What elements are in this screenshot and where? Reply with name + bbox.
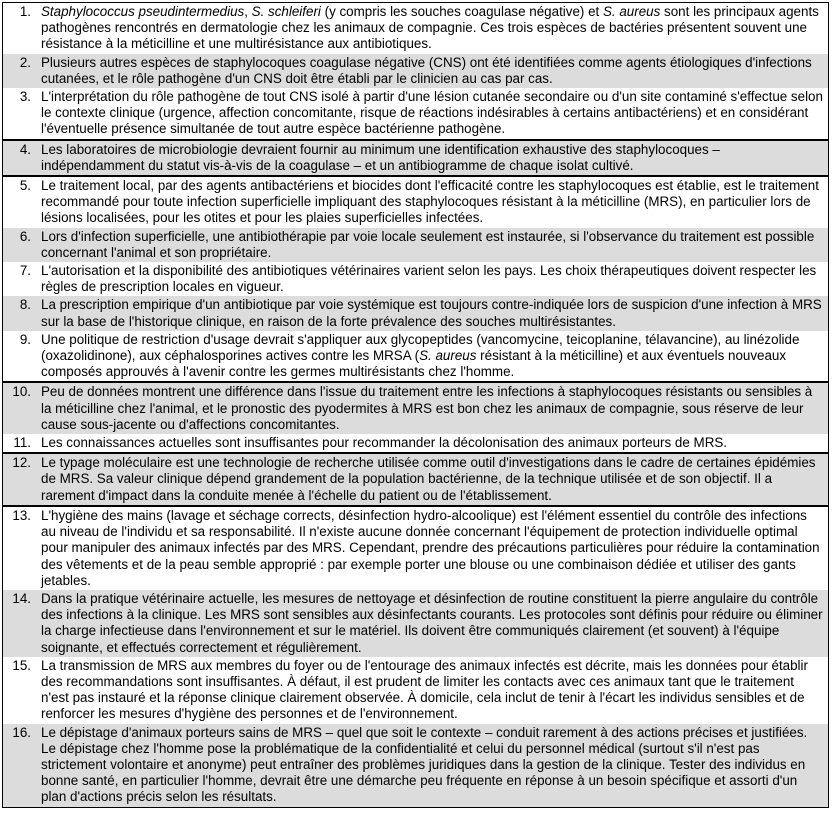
species-name-italic: S. aureus bbox=[419, 348, 477, 364]
text-segment: Les laboratoires de microbiologie devraient fournir au minimum une identification exhaustive des staphylocoques – indépendamment du statut vis-à-vis de la coagulase – et un antibiogramme de chaque isolat cultivé. bbox=[41, 141, 720, 173]
text-segment: L'interprétation du rôle pathogène de tout CNS isolé à partir d'une lésion cutanée secondaire ou d'un site contaminé s'effectue selon le contexte clinique (urgence, affection concomitante, risque de réactions indésirables à certains antibactériens) et en considérant l'éventuelle présence simultanée de tout autre espèce bactérienne pathogène. bbox=[41, 89, 823, 137]
recommendation-row bbox=[3, 657, 828, 724]
text-segment: Les connaissances actuelles sont insuffisantes pour recommander la décolonisation des animaux porteurs de MRS. bbox=[41, 435, 728, 451]
recommendation-row bbox=[3, 88, 828, 139]
recommendation-number: 1. bbox=[19, 4, 31, 19]
text-segment: Dans la pratique vétérinaire actuelle, les mesures de nettoyage et désinfection de routine constituent la pierre angulaire du contrôle des infections à la clinique. Les MRS sont sensibles aux désinfectants courants. Les protocoles sont définis pour réduire ou éliminer la charge infectieuse dans l'environnement et sur le matériel. Ils doivent être communiqués clairement (et souvent) à l'équipe soignante, et effectués correctement et régulièrement. bbox=[41, 590, 823, 655]
text-segment: , bbox=[244, 4, 252, 19]
text-segment: Une politique de restriction d'usage devrait s'appliquer aux glycopeptides (vancomycine, teicoplanine, télavancine), au linézolide (oxazolidinone), aux céphalosporines actives contre les MRSA ( bbox=[41, 331, 800, 364]
recommendation-number: 8. bbox=[19, 297, 31, 313]
species-name-italic: Staphylococcus pseudintermedius bbox=[41, 4, 245, 19]
recommendation-number: 10. bbox=[12, 384, 31, 400]
recommendation-text bbox=[41, 297, 828, 329]
recommendation-row bbox=[3, 381, 828, 434]
species-name-italic: S. aureus bbox=[602, 4, 661, 19]
recommendation-text bbox=[41, 178, 828, 227]
recommendation-row bbox=[3, 724, 828, 807]
text-segment: Le typage moléculaire est une technologie de recherche utilisée comme outil d'investigations dans le cadre de certaines épidémies de MRS. Sa valeur clinique dépend grandement de la population bactérienne, de la technique utilisée et de son objectif. Il a rarement d'impact dans la conduite menée à l'échelle du patient ou de l'établissement. bbox=[41, 455, 816, 503]
recommendation-row bbox=[3, 505, 828, 590]
recommendation-number: 15. bbox=[12, 657, 31, 673]
recommendation-row bbox=[3, 3, 828, 54]
text-segment: (y compris les souches coagulase négative) et bbox=[320, 4, 603, 19]
recommendation-row bbox=[3, 434, 828, 452]
recommendation-number: 7. bbox=[19, 263, 31, 279]
recommendation-number: 5. bbox=[19, 178, 31, 194]
text-segment: Peu de données montrent une différence dans l'issue du traitement entre les infections à staphylocoques résistants ou sensibles à la méticilline chez l'animal, et le pronostic des pyodermites à MRS est bon chez les animaux de compagnie, sous réserve de leur cause sous-jacente ou d'affections concomitantes. bbox=[41, 384, 813, 432]
recommendation-number: 3. bbox=[19, 89, 31, 105]
recommendation-number: 14. bbox=[12, 590, 31, 606]
recommendation-text bbox=[41, 591, 828, 656]
recommendation-text bbox=[41, 384, 828, 433]
recommendation-text bbox=[41, 435, 828, 451]
recommendation-number: 11. bbox=[13, 435, 31, 451]
recommendation-row bbox=[3, 54, 828, 88]
recommendation-number: 4. bbox=[19, 141, 31, 157]
recommendation-number: 2. bbox=[19, 54, 31, 70]
text-segment: La prescription empirique d'un antibiotique par voie systémique est toujours contre-indiquée lors de suspicion d'une infection à MRS sur la base de l'historique clinique, en raison de la forte prévalence des souches multirésistantes. bbox=[41, 297, 822, 329]
species-name-italic: S. schleiferi bbox=[251, 4, 321, 19]
recommendation-row bbox=[3, 590, 828, 657]
recommendation-number: 13. bbox=[12, 507, 31, 523]
recommendation-text bbox=[41, 142, 828, 174]
recommendation-number: 16. bbox=[12, 724, 31, 740]
recommendation-text bbox=[41, 332, 828, 381]
text-segment: sont les principaux agents pathogènes rencontrés en dermatologie chez les animaux de compagnie. Ces trois espèces de bactéries présentent souvent une résistance à la méticilline et une multirésistance aux antibiotiques. bbox=[41, 4, 819, 52]
recommendation-row bbox=[3, 175, 828, 228]
text-segment: Plusieurs autres espèces de staphylocoques coagulase négative (CNS) ont été identifiées comme agents étiologiques d'infections cutanées, et le rôle pathogène d'un CNS doit être établi par le clinicien au cas par cas. bbox=[41, 54, 812, 86]
recommendation-text bbox=[41, 658, 828, 723]
recommendation-text bbox=[41, 229, 828, 261]
recommendation-number: 9. bbox=[19, 331, 31, 347]
text-segment: L'autorisation et la disponibilité des antibiotiques vétérinaires varient selon les pays. Les choix thérapeutiques doivent respecter les règles de prescription locales en vigueur. bbox=[41, 263, 817, 295]
text-segment: La transmission de MRS aux membres du foyer ou de l'entourage des animaux infectés est décrite, mais les données pour établir des recommandations sont insuffisantes. À défaut, il est prudent de limiter les contacts avec ces animaux tant que le traitement n'est pas instauré et la réponse clinique clairement observée. À domicile, cela inclut de tenir à l'écart les individus sensibles et de renforcer les mesures d'hygiène des personnes et de l'environnement. bbox=[41, 657, 808, 722]
recommendations-table bbox=[2, 2, 829, 808]
text-segment: L'hygiène des mains (lavage et séchage corrects, désinfection hydro-alcoolique) est l'élément essentiel du contrôle des infections au niveau de l'individu et sa responsabilité. Il n'existe aucune donnée concernant l'équipement de protection individuelle optimal pour manipuler des animaux infectés par des MRS. Cependant, prendre des précautions particulières pour réduire la contamination des vêtements et de la peau semble approprié : par exemple porter une blouse ou une combinaison dédiée et utiliser des gants jetables. bbox=[41, 507, 820, 588]
recommendation-row bbox=[3, 331, 828, 382]
recommendation-number: 12. bbox=[12, 455, 31, 471]
text-segment: résistant à la méticilline) et aux éventuels nouveaux composés approuvés à l'avenir contre les germes multirésistants chez l'homme. bbox=[41, 348, 787, 380]
recommendation-text bbox=[41, 455, 828, 504]
recommendation-text bbox=[41, 55, 828, 87]
recommendation-text bbox=[41, 508, 828, 589]
recommendation-text bbox=[41, 725, 828, 806]
text-segment: Le dépistage d'animaux porteurs sains de MRS – quel que soit le contexte – conduit rarement à des actions précises et justifiées. Le dépistage chez l'homme pose la problématique de la confidentialité et celui du personnel médical (surtout s'il n'est pas strictement volontaire et anonyme) peut entraîner des problèmes juridiques dans la gestion de la clinique. Tester des individus en bonne santé, en particulier l'homme, devrait être une démarche peu fréquente en réponse à un besoin spécifique et assorti d'un plan d'actions précis selon les résultats. bbox=[41, 724, 808, 805]
recommendation-text bbox=[41, 4, 828, 53]
recommendation-number: 6. bbox=[19, 228, 31, 244]
recommendation-row bbox=[3, 262, 828, 296]
recommendation-text bbox=[41, 263, 828, 295]
recommendation-row bbox=[3, 228, 828, 262]
recommendation-row bbox=[3, 296, 828, 330]
recommendation-text bbox=[41, 89, 828, 138]
recommendation-row bbox=[3, 139, 828, 175]
text-segment: Lors d'infection superficielle, une antibiothérapie par voie locale seulement est instaurée, si l'observance du traitement est possible concernant l'animal et son propriétaire. bbox=[41, 228, 815, 260]
recommendation-row bbox=[3, 452, 828, 505]
text-segment: Le traitement local, par des agents antibactériens et biocides dont l'efficacité contre les staphylocoques est établie, est le traitement recommandé pour toute infection superficielle impliquant des staphylocoques résistant à la méticilline (MRS), en particulier lors de lésions localisées, pour les otites et pour les plaies superficielles infectées. bbox=[41, 178, 819, 226]
